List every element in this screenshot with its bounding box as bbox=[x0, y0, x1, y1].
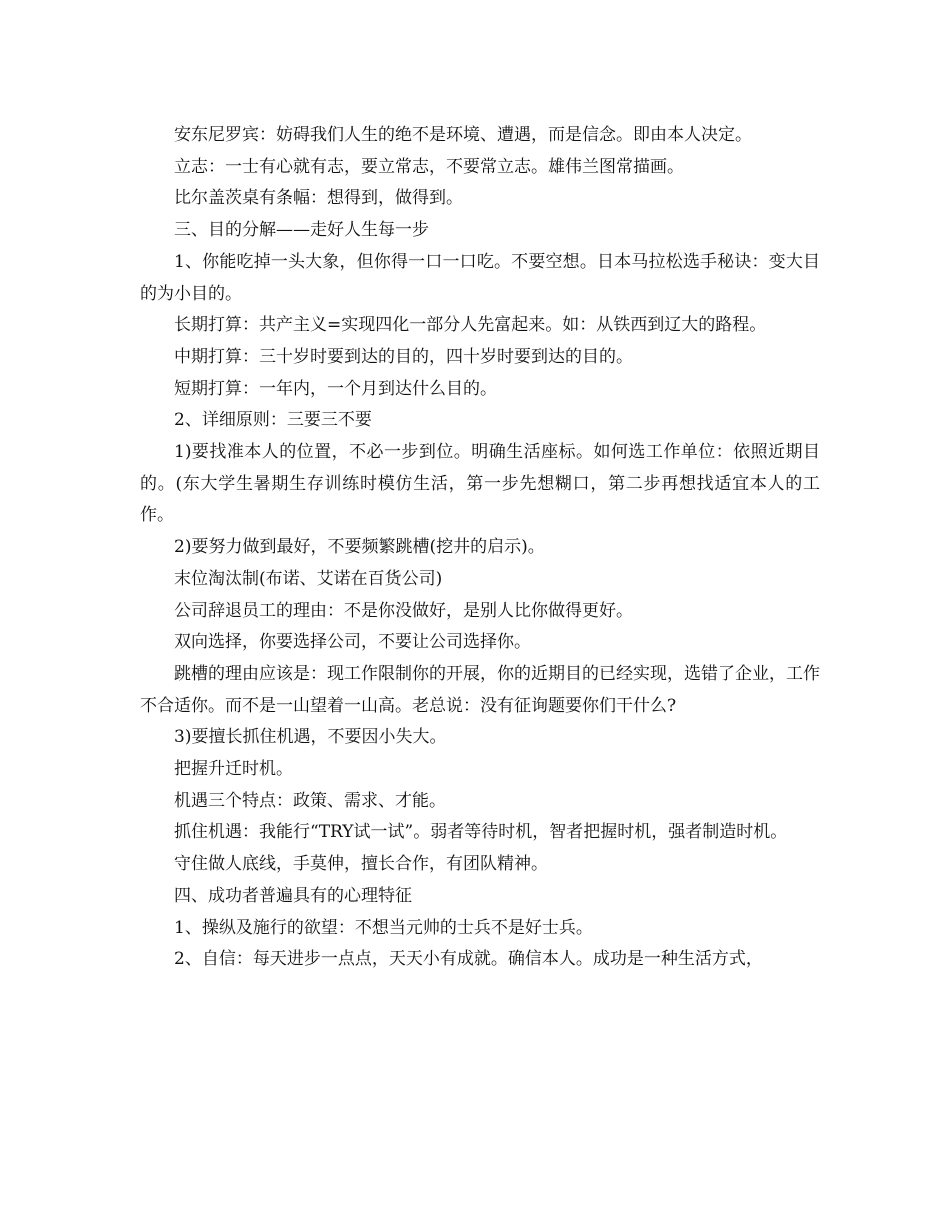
section-heading: 四、成功者普遍具有的心理特征 bbox=[174, 885, 412, 906]
paragraph: 3)要擅长抓住机遇，不要因小失大。 bbox=[174, 727, 447, 748]
section-heading: 三、目的分解——走好人生每一步 bbox=[174, 220, 429, 241]
paragraph: 2)要努力做到最好，不要频繁跳槽(挖井的启示)。 bbox=[174, 537, 545, 558]
document-body bbox=[140, 120, 820, 976]
paragraph: 1、你能吃掉一头大象，但你得一口一口吃。不要空想。日本马拉松选手秘诀：变大目的为小目的。 bbox=[140, 251, 820, 304]
paragraph: 机遇三个特点：政策、需求、才能。 bbox=[174, 790, 446, 811]
subsection-heading: 2、详细原则：三要三不要 bbox=[174, 410, 372, 431]
paragraph: 守住做人底线，手莫伸，擅长合作，有团队精神。 bbox=[174, 854, 548, 875]
paragraph: 短期打算：一年内，一个月到达什么目的。 bbox=[174, 378, 497, 399]
paragraph: 安东尼罗宾：妨碍我们人生的绝不是环境、遭遇，而是信念。即由本人决定。 bbox=[174, 125, 752, 145]
paragraph: 长期打算：共产主义=实现四化一部分人先富起来。如：从铁西到辽大的路程。 bbox=[174, 315, 767, 336]
paragraph: 把握升迁时机。 bbox=[174, 759, 293, 780]
paragraph: 抓住机遇：我能行“TRY试一试”。弱者等待时机，智者把握时机，强者制造时机。 bbox=[174, 822, 788, 843]
paragraph: 跳槽的理由应该是：现工作限制你的开展，你的近期目的已经实现，选错了企业，工作不合适你。而不是一山望着一山高。老总说：没有征询题要你们干什么? bbox=[140, 663, 820, 716]
paragraph: 中期打算：三十岁时要到达的目的，四十岁时要到达的目的。 bbox=[174, 346, 633, 367]
paragraph: 公司辞退员工的理由：不是你没做好，是别人比你做得更好。 bbox=[174, 600, 633, 621]
paragraph: 立志：一士有心就有志，要立常志，不要常立志。雄伟兰图常描画。 bbox=[174, 156, 684, 177]
paragraph: 1、操纵及施行的欲望：不想当元帅的士兵不是好士兵。 bbox=[174, 917, 593, 938]
paragraph: 比尔盖茨桌有条幅：想得到，做得到。 bbox=[174, 188, 463, 209]
paragraph: 双向选择，你要选择公司，不要让公司选择你。 bbox=[174, 632, 531, 653]
paragraph: 末位淘汰制(布诺、艾诺在百货公司) bbox=[174, 568, 443, 589]
paragraph: 1)要找准本人的位置，不必一步到位。明确生活座标。如何选工作单位：依照近期目的。(东大学生暑期生存训练时模仿生活，第一步先想糊口，第二步再想找适宜本人的工作。 bbox=[140, 442, 820, 526]
paragraph: 2、自信：每天进步一点点，天天小有成就。确信本人。成功是一种生活方式， bbox=[174, 949, 763, 970]
